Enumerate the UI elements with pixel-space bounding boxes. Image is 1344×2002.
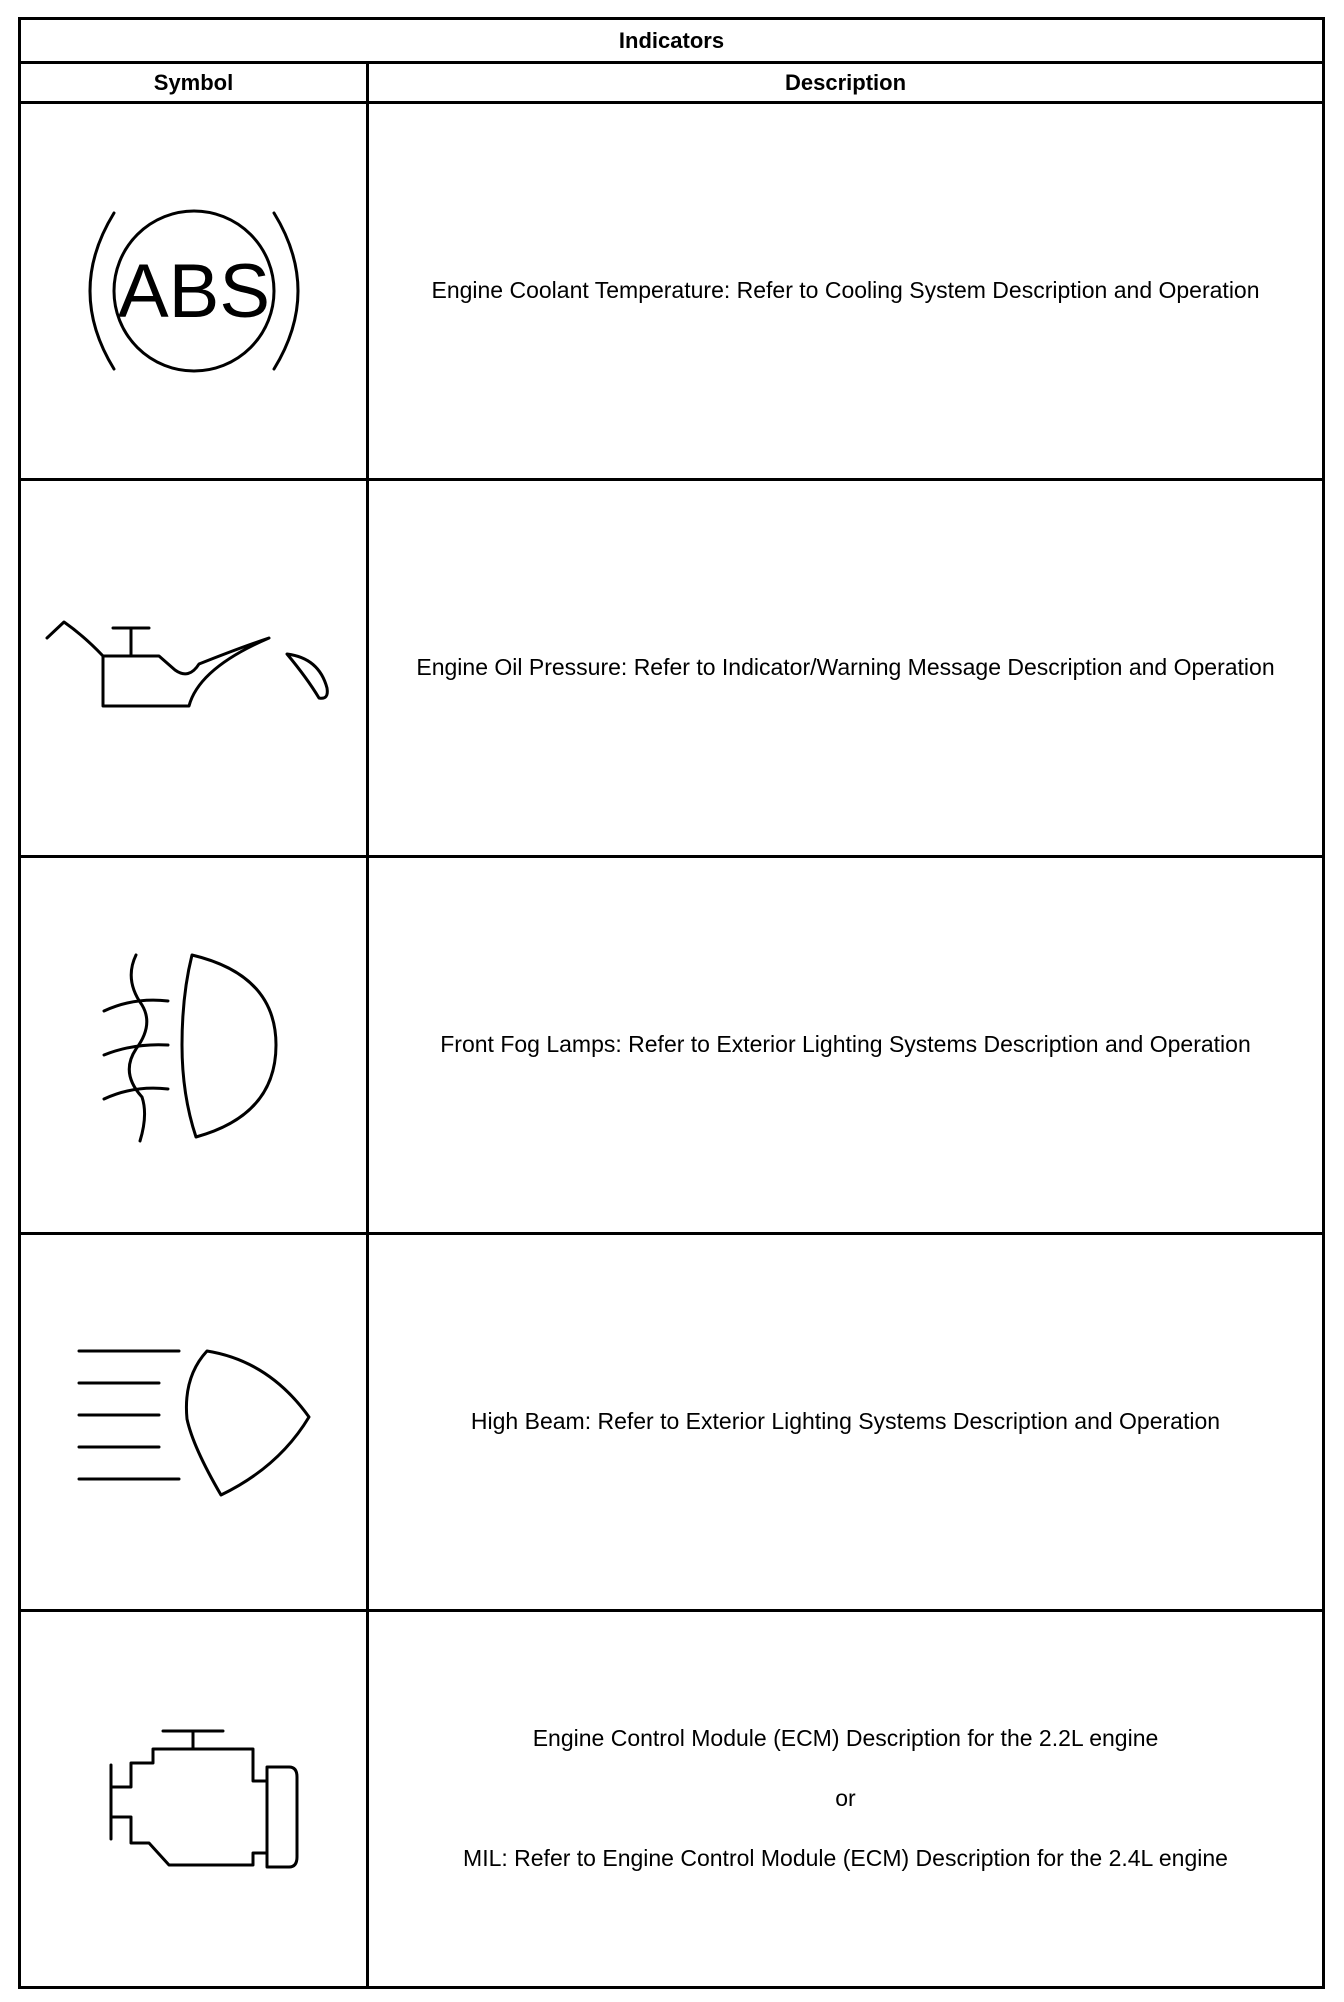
description-cell: High Beam: Refer to Exterior Lighting Systems Description and Operation [368, 1234, 1324, 1611]
high-beam-icon [69, 1337, 319, 1507]
table-row [20, 480, 1324, 857]
table-row [20, 103, 1324, 480]
description-line: Engine Control Module (ECM) Description for the 2.2L engine [532, 1725, 1159, 1752]
indicators-table [18, 17, 1325, 1989]
abs-icon-text: ABS [117, 249, 270, 334]
table-row [20, 1234, 1324, 1611]
check-engine-icon [79, 1719, 309, 1879]
symbol-cell [20, 1234, 368, 1611]
symbol-cell [20, 103, 368, 480]
description-or: or [835, 1785, 856, 1812]
front-fog-lamp-icon [84, 945, 304, 1145]
table-title-row [20, 19, 1324, 63]
symbol-cell [20, 480, 368, 857]
table-row [20, 857, 1324, 1234]
table-header-row [20, 63, 1324, 103]
description-line: MIL: Refer to Engine Control Module (ECM) Description for the 2.4L engine [463, 1844, 1228, 1871]
oil-can-icon [39, 608, 349, 728]
table-title: Indicators [20, 19, 1324, 63]
symbol-cell [20, 857, 368, 1234]
description-cell: Engine Oil Pressure: Refer to Indicator/Warning Message Description and Operation [368, 480, 1324, 857]
description-cell: Front Fog Lamps: Refer to Exterior Lighting Systems Description and Operation [368, 857, 1324, 1234]
symbol-cell [20, 1611, 368, 1988]
description-cell [368, 1611, 1324, 1988]
abs-warning-icon [74, 191, 314, 391]
description-column-header: Description [368, 63, 1324, 103]
table-row [20, 1611, 1324, 1988]
description-cell: Engine Coolant Temperature: Refer to Cooling System Description and Operation [368, 103, 1324, 480]
symbol-column-header: Symbol [20, 63, 368, 103]
